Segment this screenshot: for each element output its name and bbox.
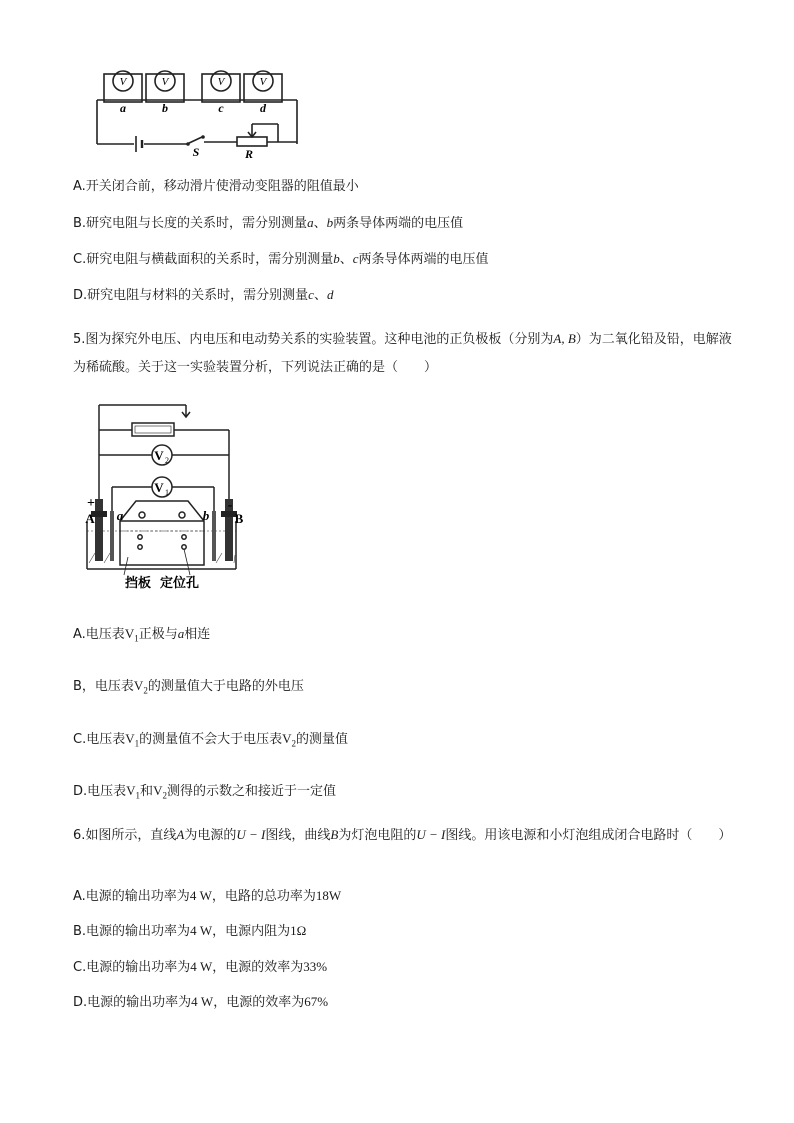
- v1-subscript: 1: [165, 488, 169, 497]
- voltmeter-a-symbol: V: [119, 76, 127, 88]
- q5-a-post: 相连: [184, 627, 211, 642]
- minus-sign: -: [227, 498, 233, 513]
- voltmeter-d-symbol: V: [259, 76, 267, 88]
- v1-symbol: V: [154, 480, 164, 495]
- plus-sign: +: [87, 496, 95, 511]
- q5-c-post: 的测量值: [296, 732, 349, 747]
- q6-stem-ui1: U − I: [236, 827, 266, 842]
- label-b: b: [162, 101, 168, 115]
- q4-b-post: 两条导体两端的电压值: [333, 216, 464, 231]
- q5-d-sub2: 2: [162, 790, 167, 801]
- q6-b-v2: 1Ω: [290, 923, 307, 938]
- q6-d-pre: D.电源的输出功率为: [73, 995, 192, 1010]
- q6-stem-a: A: [176, 827, 185, 842]
- q5-c-sub1: 1: [134, 738, 140, 749]
- voltmeter-b-symbol: V: [161, 76, 169, 88]
- q5-b-v: V: [133, 678, 144, 693]
- q5-stem: [73, 325, 733, 382]
- q4-option-d: [73, 286, 333, 305]
- q6-option-d: [73, 993, 328, 1012]
- v2-subscript: 2: [165, 456, 169, 465]
- q4-c-sep: 、: [339, 252, 353, 267]
- q5-d-sub1: 1: [135, 790, 141, 801]
- q5-c-v1: V: [125, 731, 135, 746]
- q6-stem-p5: 图线。用该电源和小灯泡组成闭合电路时（ ）: [445, 828, 732, 843]
- q5-c-pre: C.电压表: [73, 732, 126, 747]
- q5-a-mid: 正极与: [138, 627, 178, 642]
- q5-option-b: [73, 677, 304, 700]
- v2-symbol: V: [154, 448, 164, 463]
- q5-d-pre: D.电压表: [73, 784, 127, 799]
- q5-b-sub: 2: [143, 685, 148, 696]
- q5-a-pre: A.电压表: [73, 627, 125, 642]
- q6-stem-p3: 图线，曲线: [265, 828, 331, 843]
- electrode-b-label: B: [234, 511, 244, 526]
- q4-option-c: [73, 250, 489, 269]
- circuit-figure-1: [92, 66, 302, 158]
- q5-option-d: [73, 782, 336, 805]
- q6-stem-p1: 6.如图所示，直线: [73, 828, 177, 843]
- voltmeter-c-symbol: V: [217, 76, 225, 88]
- q5-stem-post: ）为二氧化铅及铅，电解液为稀硫酸。关于这一实验装置分析，下列说法正确的是（ ）: [73, 332, 732, 375]
- q6-d-v1: 4 W: [191, 994, 214, 1009]
- q6-d-v2: 67%: [304, 994, 329, 1009]
- q5-d-post: 测得的示数之和接近于一定值: [166, 784, 336, 799]
- q5-d-v1: V: [126, 783, 136, 798]
- q6-a-pre: A.电源的输出功率为: [73, 889, 190, 904]
- q6-b-mid: ，电源内阻为: [212, 924, 291, 939]
- q6-c-v1: 4 W: [190, 959, 213, 974]
- q6-stem-p2: 为电源的: [184, 828, 237, 843]
- q5-b-post: 的测量值大于电路的外电压: [147, 679, 304, 694]
- q6-c-v2: 33%: [303, 959, 328, 974]
- q5-c-mid: 的测量值不会大于电压表: [139, 732, 283, 747]
- electrode-a-label: A: [85, 511, 95, 526]
- q5-option-c: [73, 730, 348, 753]
- q4-b-pre: B.研究电阻与长度的关系时，需分别测量: [73, 216, 308, 231]
- q4-c-pre: C.研究电阻与横截面积的关系时，需分别测量: [73, 252, 334, 267]
- q6-option-a: [73, 887, 341, 906]
- q6-a-mid: ，电路的总功率为: [211, 889, 316, 904]
- probe-a-label: a: [116, 508, 124, 523]
- label-d: d: [260, 101, 266, 115]
- q4-b-var2: b: [326, 215, 334, 230]
- q6-a-v2: 18W: [315, 888, 342, 903]
- rheostat-label: R: [244, 147, 254, 158]
- q4-d-var1: c: [308, 287, 314, 302]
- q5-d-mid: 和: [140, 784, 154, 799]
- q6-stem-b: B: [330, 827, 339, 842]
- q5-a-math: a: [177, 626, 185, 641]
- battery-experiment-figure: [84, 403, 244, 593]
- q5-b-pre: B，电压表: [73, 679, 134, 694]
- q6-b-v1: 4 W: [190, 923, 213, 938]
- q4-c-var2: c: [352, 251, 359, 266]
- q5-c-v2: V: [282, 731, 292, 746]
- q5-d-v2: V: [153, 783, 163, 798]
- q6-c-mid: ，电源的效率为: [212, 960, 304, 975]
- q6-a-v1: 4 W: [189, 888, 212, 903]
- q6-c-pre: C.电源的输出功率为: [73, 960, 191, 975]
- q6-stem-p4: 为灯泡电阻的: [338, 828, 417, 843]
- figure-caption: 挡板 定位孔: [124, 576, 200, 591]
- q4-c-post: 两条导体两端的电压值: [358, 252, 489, 267]
- q4-d-sep: 、: [313, 288, 327, 303]
- probe-b-label: b: [202, 508, 210, 523]
- q4-option-b: [73, 214, 463, 233]
- q5-stem-pre: 5.图为探究外电压、内电压和电动势关系的实验装置。这种电池的正负极板（分别为: [73, 332, 554, 347]
- q6-stem-ui2: U − I: [416, 827, 446, 842]
- q6-d-mid: ，电源的效率为: [213, 995, 305, 1010]
- q6-stem: [73, 821, 733, 850]
- q5-option-a: [73, 625, 210, 648]
- label-a: a: [120, 101, 126, 115]
- switch-label: S: [192, 145, 200, 158]
- q5-a-sub: 1: [134, 633, 139, 644]
- q5-stem-math: A, B: [553, 331, 576, 346]
- q4-d-pre: D.研究电阻与材料的关系时，需分别测量: [73, 288, 309, 303]
- q5-a-v: V: [124, 626, 135, 641]
- q6-option-b: [73, 922, 306, 941]
- q4-option-a: A.开关闭合前，移动滑片使滑动变阻器的阻值最小: [73, 179, 359, 194]
- q4-b-sep: 、: [313, 216, 327, 231]
- q6-option-c: [73, 958, 327, 977]
- q6-b-pre: B.电源的输出功率为: [73, 924, 191, 939]
- q4-d-var2: d: [326, 287, 334, 302]
- q4-b-var1: a: [307, 215, 314, 230]
- q5-c-sub2: 2: [291, 738, 297, 749]
- q4-c-var1: b: [333, 251, 340, 266]
- label-c: c: [218, 101, 224, 115]
